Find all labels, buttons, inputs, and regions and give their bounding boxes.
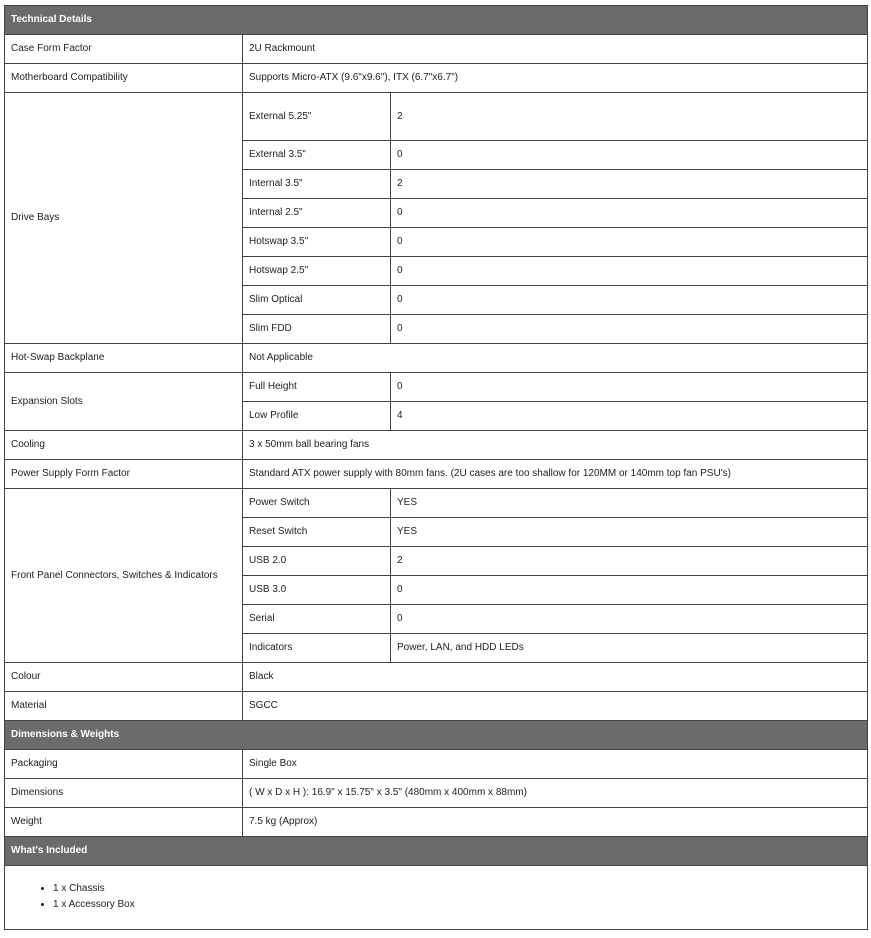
spec-sheet bbox=[4, 5, 868, 930]
row-label: Cooling bbox=[5, 431, 243, 460]
table-row-drive-bays bbox=[5, 93, 868, 141]
sub-value: 2 bbox=[391, 93, 868, 141]
sub-value: 0 bbox=[391, 315, 868, 344]
list-item: • 1 x Accessory Box bbox=[53, 898, 861, 911]
row-value: Black bbox=[243, 663, 868, 692]
sub-label: Hotswap 2.5" bbox=[243, 257, 391, 286]
sub-value: 0 bbox=[391, 373, 868, 402]
row-value: Single Box bbox=[243, 750, 868, 779]
sub-value: 0 bbox=[391, 228, 868, 257]
sub-value: 0 bbox=[391, 576, 868, 605]
row-label: Drive Bays bbox=[5, 93, 243, 344]
section-header-technical bbox=[5, 6, 868, 35]
table-row-case-form-factor bbox=[5, 35, 868, 64]
sub-label: USB 2.0 bbox=[243, 547, 391, 576]
row-label: Dimensions bbox=[5, 779, 243, 808]
row-label: Case Form Factor bbox=[5, 35, 243, 64]
row-label: Packaging bbox=[5, 750, 243, 779]
table-row-material bbox=[5, 692, 868, 721]
sub-label: Full Height bbox=[243, 373, 391, 402]
section-title: Technical Details bbox=[5, 6, 868, 35]
included-list bbox=[11, 882, 861, 911]
sub-value: 0 bbox=[391, 257, 868, 286]
row-label: Hot-Swap Backplane bbox=[5, 344, 243, 373]
sub-value: Power, LAN, and HDD LEDs bbox=[391, 634, 868, 663]
sub-label: External 3.5" bbox=[243, 141, 391, 170]
spec-table bbox=[4, 5, 868, 930]
row-label: Motherboard Compatibility bbox=[5, 64, 243, 93]
row-value: Supports Micro-ATX (9.6"x9.6"), ITX (6.7"x6.7") bbox=[243, 64, 868, 93]
table-row-cooling bbox=[5, 431, 868, 460]
table-row-psu bbox=[5, 460, 868, 489]
sub-label: Indicators bbox=[243, 634, 391, 663]
sub-value: YES bbox=[391, 518, 868, 547]
sub-value: 2 bbox=[391, 170, 868, 199]
sub-label: Hotswap 3.5" bbox=[243, 228, 391, 257]
sub-label: Slim Optical bbox=[243, 286, 391, 315]
row-label: Material bbox=[5, 692, 243, 721]
sub-label: Slim FDD bbox=[243, 315, 391, 344]
table-row-weight bbox=[5, 808, 868, 837]
sub-label: Low Profile bbox=[243, 402, 391, 431]
row-label: Colour bbox=[5, 663, 243, 692]
section-header-included bbox=[5, 837, 868, 866]
sub-label: Reset Switch bbox=[243, 518, 391, 547]
table-row-backplane bbox=[5, 344, 868, 373]
included-cell bbox=[5, 866, 868, 930]
sub-value: 0 bbox=[391, 286, 868, 315]
row-value: SGCC bbox=[243, 692, 868, 721]
row-value: ( W x D x H ): 16.9" x 15.75" x 3.5" (480mm x 400mm x 88mm) bbox=[243, 779, 868, 808]
table-row-dimensions bbox=[5, 779, 868, 808]
sub-value: YES bbox=[391, 489, 868, 518]
row-value: 7.5 kg (Approx) bbox=[243, 808, 868, 837]
table-row-included bbox=[5, 866, 868, 930]
sub-label: External 5.25" bbox=[243, 93, 391, 141]
sub-value: 2 bbox=[391, 547, 868, 576]
section-header-dimensions bbox=[5, 721, 868, 750]
row-value: 2U Rackmount bbox=[243, 35, 868, 64]
table-row-expansion-slots bbox=[5, 373, 868, 402]
table-row-packaging bbox=[5, 750, 868, 779]
sub-label: Internal 2.5" bbox=[243, 199, 391, 228]
sub-value: 0 bbox=[391, 199, 868, 228]
sub-label: USB 3.0 bbox=[243, 576, 391, 605]
table-row-front-panel bbox=[5, 489, 868, 518]
row-label: Power Supply Form Factor bbox=[5, 460, 243, 489]
section-title: Dimensions & Weights bbox=[5, 721, 868, 750]
table-row-colour bbox=[5, 663, 868, 692]
sub-value: 4 bbox=[391, 402, 868, 431]
row-value: Standard ATX power supply with 80mm fans. (2U cases are too shallow for 120MM or 140mm top fan PSU's) bbox=[243, 460, 868, 489]
table-row-motherboard bbox=[5, 64, 868, 93]
row-label: Front Panel Connectors, Switches & Indicators bbox=[5, 489, 243, 663]
sub-label: Serial bbox=[243, 605, 391, 634]
sub-value: 0 bbox=[391, 141, 868, 170]
sub-value: 0 bbox=[391, 605, 868, 634]
row-value: 3 x 50mm ball bearing fans bbox=[243, 431, 868, 460]
row-label: Expansion Slots bbox=[5, 373, 243, 431]
row-label: Weight bbox=[5, 808, 243, 837]
sub-label: Internal 3.5" bbox=[243, 170, 391, 199]
list-item: • 1 x Chassis bbox=[53, 882, 861, 895]
row-value: Not Applicable bbox=[243, 344, 868, 373]
section-title: What's Included bbox=[5, 837, 868, 866]
sub-label: Power Switch bbox=[243, 489, 391, 518]
